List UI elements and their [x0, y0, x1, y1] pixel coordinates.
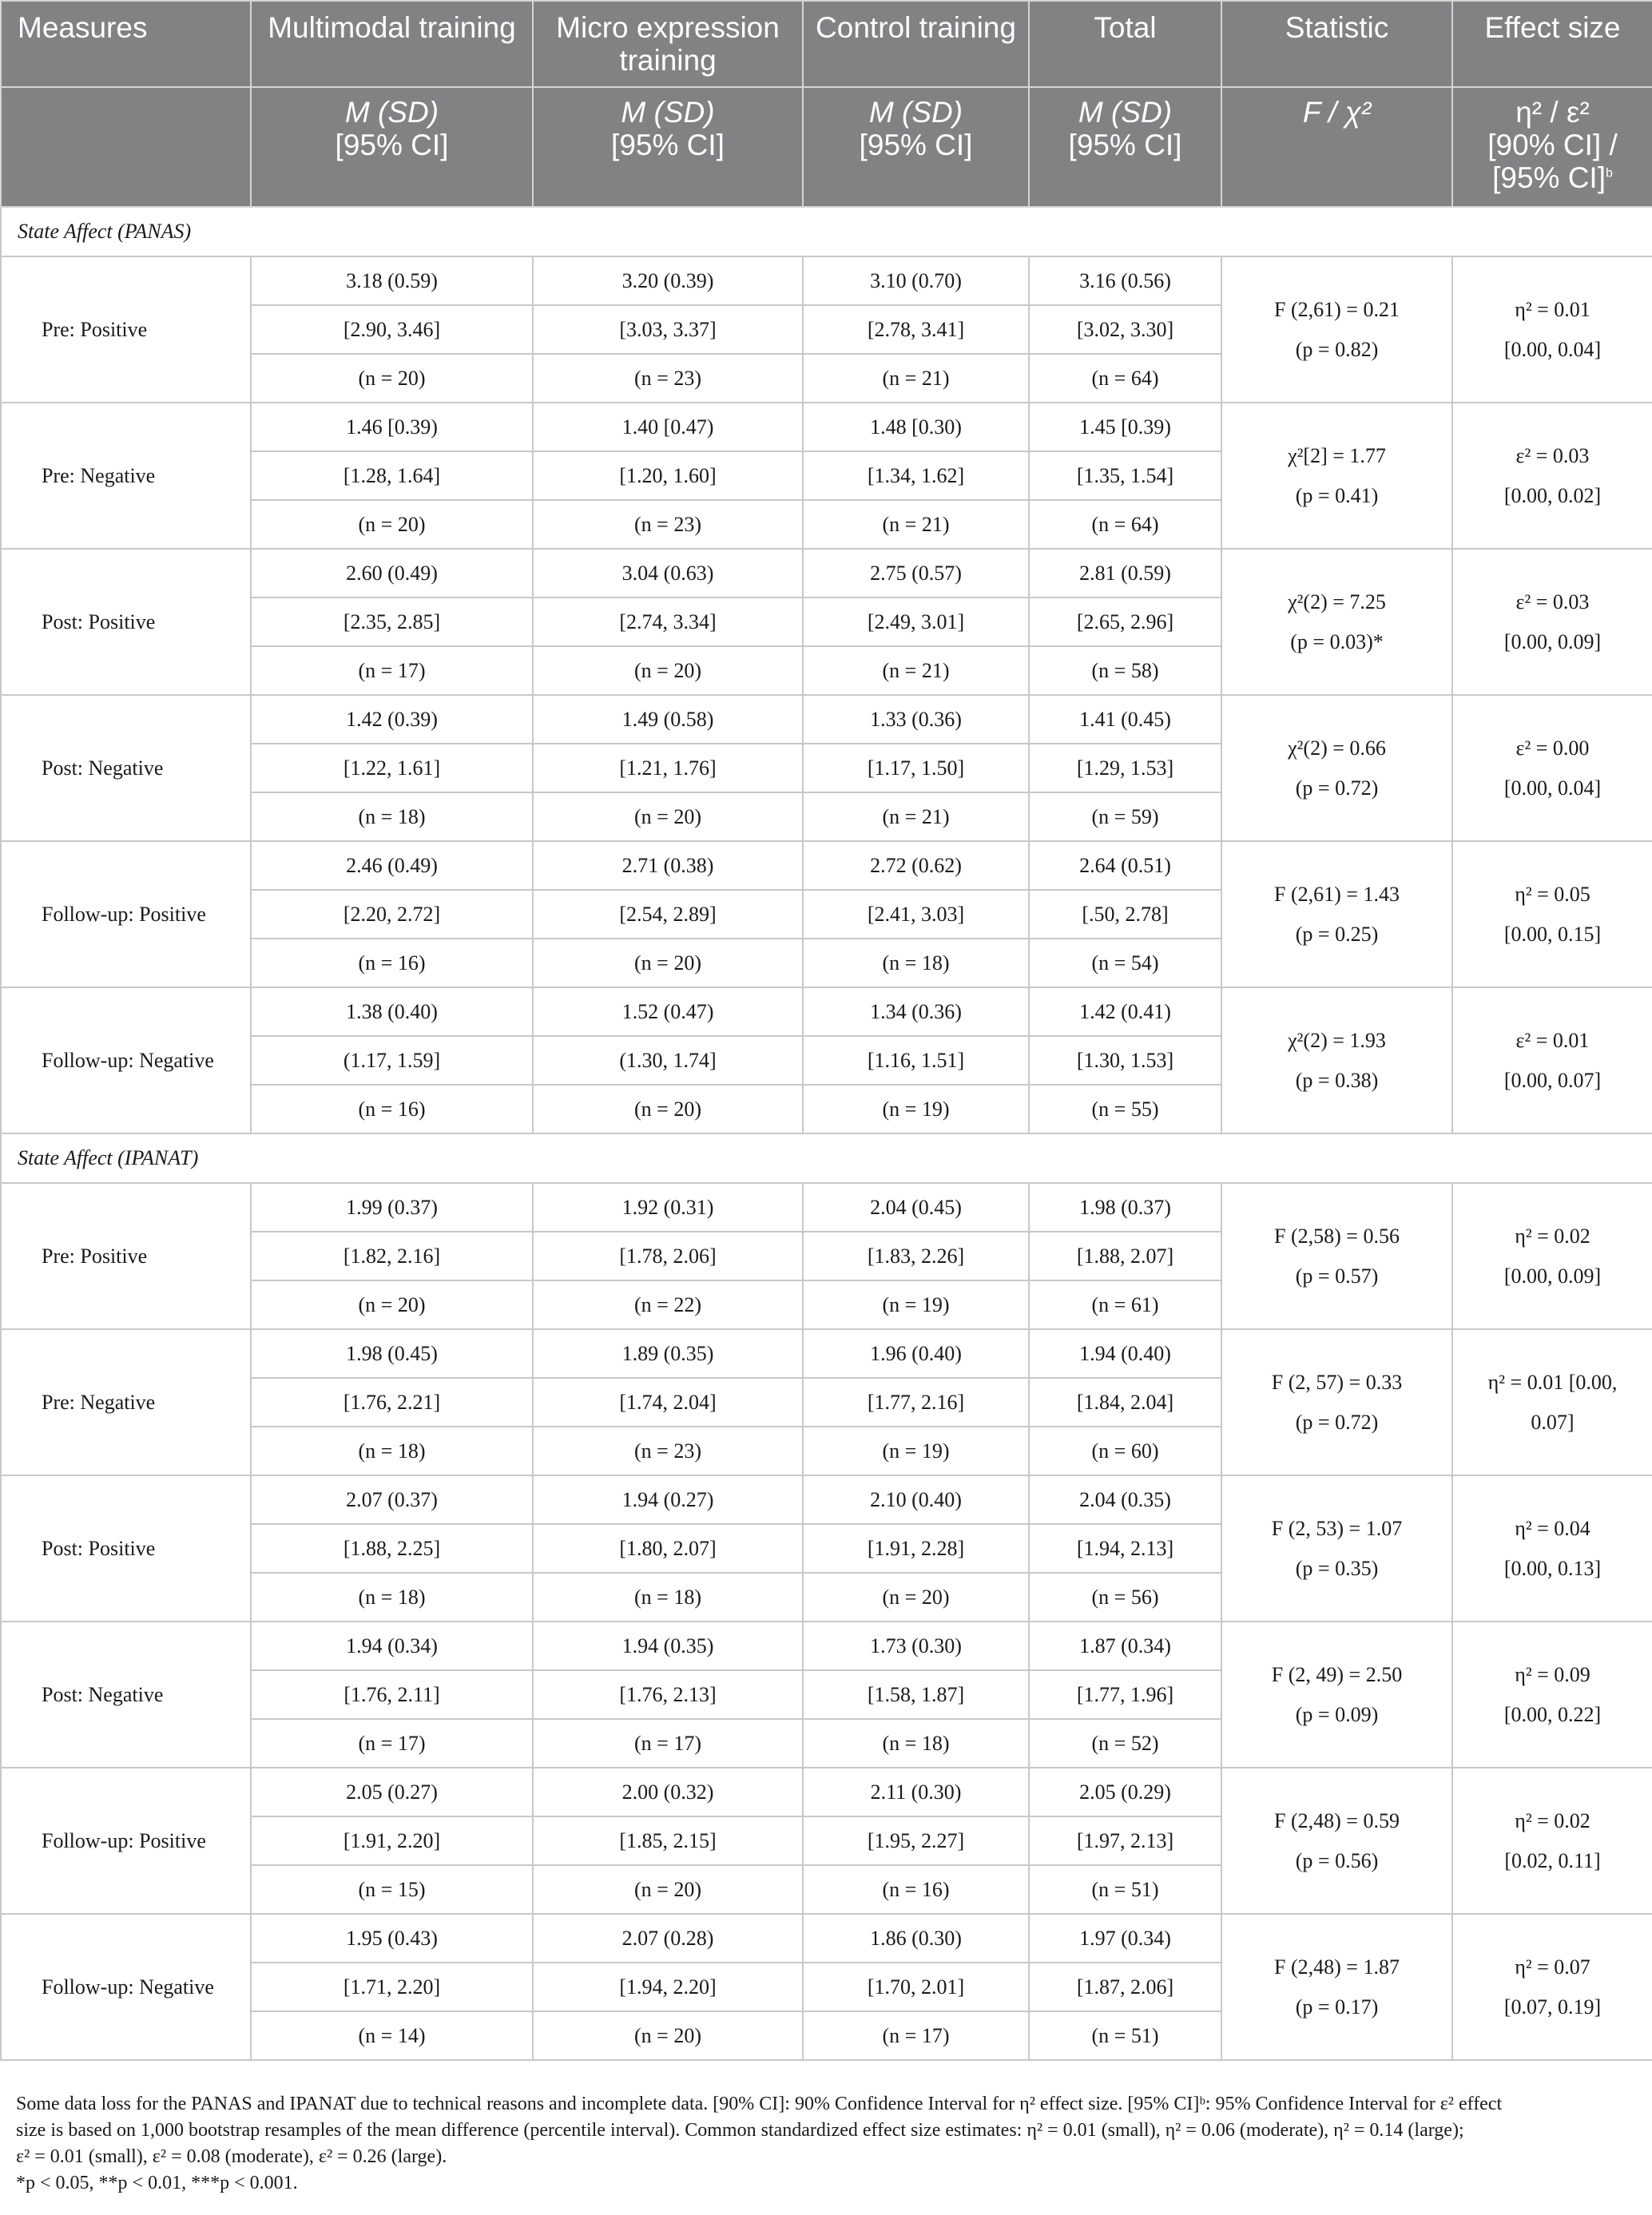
value-cell: (n = 23)	[533, 1427, 803, 1475]
value-cell: [1.88, 2.25]	[251, 1524, 533, 1573]
value-cell: 2.05 (0.29)	[1029, 1768, 1221, 1816]
value-cell: [1.76, 2.13]	[533, 1670, 803, 1719]
value-cell: [1.85, 2.15]	[533, 1816, 803, 1865]
value-cell: [1.71, 2.20]	[251, 1963, 533, 2011]
value-cell: [3.03, 3.37]	[533, 305, 803, 354]
value-cell: [1.70, 2.01]	[803, 1963, 1029, 2011]
value-cell: [1.78, 2.06]	[533, 1232, 803, 1280]
statistic-p-value: (p = 0.09)	[1295, 1702, 1379, 1726]
value-cell: (n = 18)	[251, 1427, 533, 1475]
value-cell: [2.78, 3.41]	[803, 305, 1029, 354]
section-row	[1, 207, 1652, 256]
statistic-cell	[1221, 695, 1452, 841]
header-micro-expression: Micro expression training	[533, 1, 803, 87]
effect-size-value: η² = 0.07	[1515, 1955, 1590, 1979]
statistic-cell	[1221, 256, 1452, 403]
value-cell: 1.34 (0.36)	[803, 987, 1029, 1036]
statistic-value: F (2,48) = 0.59	[1274, 1808, 1400, 1832]
effect-size-ci: [0.00, 0.07]	[1503, 1068, 1602, 1092]
value-cell: 1.73 (0.30)	[803, 1622, 1029, 1670]
value-cell: 1.42 (0.41)	[1029, 987, 1221, 1036]
table-row	[1, 1183, 1652, 1232]
header-sub-effect	[1452, 87, 1652, 207]
effect-size-cell	[1452, 695, 1652, 841]
value-cell: [1.28, 1.64]	[251, 451, 533, 500]
value-cell: [1.84, 2.04]	[1029, 1378, 1221, 1427]
statistic-value: χ²(2) = 1.93	[1288, 1028, 1386, 1052]
value-cell: (n = 64)	[1029, 354, 1221, 403]
header-statistic: Statistic	[1221, 1, 1452, 87]
effect-size-cell	[1452, 256, 1652, 403]
table-row	[1, 1622, 1652, 1670]
table-row	[1, 1914, 1652, 1963]
value-cell: (n = 19)	[803, 1280, 1029, 1329]
statistic-p-value: (p = 0.57)	[1295, 1264, 1379, 1288]
value-cell: [.50, 2.78]	[1029, 890, 1221, 939]
value-cell: 2.81 (0.59)	[1029, 549, 1221, 597]
header-multimodal: Multimodal training	[251, 1, 533, 87]
statistic-value: F (2,48) = 1.87	[1274, 1955, 1400, 1979]
value-cell: (n = 56)	[1029, 1573, 1221, 1622]
effect-size-ci: [0.00, 0.15]	[1503, 922, 1602, 946]
value-cell: (1.17, 1.59]	[251, 1036, 533, 1085]
header-measures: Measures	[1, 1, 251, 87]
value-cell: (1.30, 1.74]	[533, 1036, 803, 1085]
value-cell: (n = 23)	[533, 500, 803, 549]
effect-size-cell	[1452, 841, 1652, 987]
value-cell: 1.33 (0.36)	[803, 695, 1029, 744]
value-cell: [2.20, 2.72]	[251, 890, 533, 939]
measure-label: Pre: Positive	[1, 1183, 251, 1329]
value-cell: 1.45 [0.39)	[1029, 403, 1221, 451]
effect-sub-line3: [95% CI]	[1492, 161, 1606, 194]
value-cell: (n = 23)	[533, 354, 803, 403]
value-cell: [1.58, 1.87]	[803, 1670, 1029, 1719]
effect-size-ci: [0.07, 0.19]	[1503, 1995, 1602, 2019]
value-cell: (n = 21)	[803, 354, 1029, 403]
value-cell: 1.87 (0.34)	[1029, 1622, 1221, 1670]
effect-size-ci: [0.02, 0.11]	[1504, 1848, 1601, 1872]
effect-size-ci: [0.00, 0.04]	[1503, 337, 1602, 361]
value-cell: 1.46 [0.39)	[251, 403, 533, 451]
value-cell: (n = 21)	[803, 500, 1029, 549]
value-cell: 2.72 (0.62)	[803, 841, 1029, 890]
measure-label: Pre: Negative	[1, 403, 251, 549]
value-cell: (n = 20)	[533, 1085, 803, 1133]
value-cell: (n = 20)	[533, 646, 803, 695]
value-cell: (n = 54)	[1029, 939, 1221, 987]
value-cell: [1.80, 2.07]	[533, 1524, 803, 1573]
value-cell: (n = 16)	[803, 1865, 1029, 1914]
value-cell: (n = 19)	[803, 1427, 1029, 1475]
value-cell: (n = 15)	[251, 1865, 533, 1914]
value-cell: 2.05 (0.27)	[251, 1768, 533, 1816]
value-cell: 1.52 (0.47)	[533, 987, 803, 1036]
effect-size-value: ε² = 0.00	[1515, 736, 1590, 760]
value-cell: [1.82, 2.16]	[251, 1232, 533, 1280]
section-title: State Affect (IPANAT)	[1, 1133, 1652, 1183]
value-cell: 1.96 (0.40)	[803, 1329, 1029, 1378]
value-cell: 1.94 (0.27)	[533, 1475, 803, 1524]
msd-label: M (SD)	[621, 96, 715, 129]
value-cell: 1.89 (0.35)	[533, 1329, 803, 1378]
effect-size-ci: [0.00, 0.09]	[1503, 1264, 1602, 1288]
table-header	[1, 1, 1652, 207]
statistic-cell	[1221, 1329, 1452, 1475]
value-cell: 2.10 (0.40)	[803, 1475, 1029, 1524]
statistic-value: χ²(2) = 0.66	[1288, 736, 1386, 760]
measure-label: Post: Positive	[1, 1475, 251, 1622]
value-cell: (n = 18)	[803, 939, 1029, 987]
value-cell: (n = 17)	[533, 1719, 803, 1768]
value-cell: (n = 16)	[251, 939, 533, 987]
measure-label: Post: Negative	[1, 695, 251, 841]
table-row	[1, 1329, 1652, 1378]
header-sub-multimodal	[251, 87, 533, 207]
note-line-1: Some data loss for the PANAS and IPANAT due to technical reasons and incomplete data. [90% CI]: 90% Confidence Interval for η² effect size. [95% CI]ᵇ: 95% Confidence Interval for ε² effect	[16, 2094, 1503, 2114]
value-cell: 2.11 (0.30)	[803, 1768, 1029, 1816]
value-cell: [1.87, 2.06]	[1029, 1963, 1221, 2011]
effect-size-cell	[1452, 403, 1652, 549]
value-cell: 2.46 (0.49)	[251, 841, 533, 890]
value-cell: [2.54, 2.89]	[533, 890, 803, 939]
statistic-cell	[1221, 1183, 1452, 1329]
value-cell: [2.65, 2.96]	[1029, 597, 1221, 646]
value-cell: (n = 61)	[1029, 1280, 1221, 1329]
header-sub-total	[1029, 87, 1221, 207]
measure-label: Follow-up: Positive	[1, 841, 251, 987]
value-cell: 3.20 (0.39)	[533, 256, 803, 305]
value-cell: [2.49, 3.01]	[803, 597, 1029, 646]
value-cell: 2.04 (0.45)	[803, 1183, 1029, 1232]
statistic-cell	[1221, 1622, 1452, 1768]
value-cell: (n = 60)	[1029, 1427, 1221, 1475]
statistic-p-value: (p = 0.03)*	[1290, 629, 1384, 653]
value-cell: 1.94 (0.40)	[1029, 1329, 1221, 1378]
table-row	[1, 841, 1652, 890]
value-cell: [1.77, 2.16]	[803, 1378, 1029, 1427]
table-row	[1, 1768, 1652, 1816]
value-cell: 1.86 (0.30)	[803, 1914, 1029, 1963]
measure-label: Follow-up: Negative	[1, 1914, 251, 2060]
value-cell: 2.64 (0.51)	[1029, 841, 1221, 890]
statistic-value: F (2,61) = 0.21	[1274, 297, 1400, 321]
statistic-cell	[1221, 1475, 1452, 1622]
effect-size-value: η² = 0.02	[1515, 1808, 1590, 1832]
header-row-subtitles	[1, 87, 1652, 207]
measure-label: Pre: Positive	[1, 256, 251, 403]
effect-size-ci: 0.07]	[1531, 1410, 1575, 1434]
section-row	[1, 1133, 1652, 1183]
header-sub-statistic	[1221, 87, 1452, 207]
value-cell: [2.35, 2.85]	[251, 597, 533, 646]
value-cell: [1.16, 1.51]	[803, 1036, 1029, 1085]
value-cell: 1.48 [0.30)	[803, 403, 1029, 451]
value-cell: 3.10 (0.70)	[803, 256, 1029, 305]
measure-label: Follow-up: Positive	[1, 1768, 251, 1914]
value-cell: (n = 16)	[251, 1085, 533, 1133]
table-body	[1, 207, 1652, 2060]
value-cell: (n = 19)	[803, 1085, 1029, 1133]
effect-sub-sup: b	[1606, 166, 1613, 181]
statistic-value: χ²(2) = 7.25	[1288, 589, 1386, 613]
statistic-value: χ²[2] = 1.77	[1288, 443, 1386, 467]
statistic-p-value: (p = 0.72)	[1295, 1410, 1379, 1434]
statistic-p-value: (p = 0.41)	[1295, 483, 1379, 507]
effect-sub-line2: [90% CI] /	[1487, 129, 1618, 161]
value-cell: (n = 20)	[533, 2011, 803, 2060]
table-row	[1, 256, 1652, 305]
msd-label: M (SD)	[344, 96, 439, 129]
value-cell: 1.38 (0.40)	[251, 987, 533, 1036]
value-cell: 2.60 (0.49)	[251, 549, 533, 597]
value-cell: (n = 20)	[251, 1280, 533, 1329]
value-cell: (n = 64)	[1029, 500, 1221, 549]
value-cell: 1.92 (0.31)	[533, 1183, 803, 1232]
statistic-value: F (2, 57) = 0.33	[1271, 1370, 1403, 1394]
table-row	[1, 695, 1652, 744]
effect-size-value: η² = 0.09	[1515, 1662, 1590, 1686]
ci-label: [95% CI]	[859, 129, 973, 161]
effect-size-value: η² = 0.01 [0.00,	[1487, 1370, 1618, 1394]
effect-size-value: ε² = 0.01	[1515, 1028, 1590, 1052]
value-cell: 2.71 (0.38)	[533, 841, 803, 890]
value-cell: [1.76, 2.11]	[251, 1670, 533, 1719]
measure-label: Post: Negative	[1, 1622, 251, 1768]
effect-size-ci: [0.00, 0.22]	[1503, 1702, 1602, 1726]
value-cell: (n = 55)	[1029, 1085, 1221, 1133]
value-cell: [1.94, 2.13]	[1029, 1524, 1221, 1573]
value-cell: (n = 51)	[1029, 1865, 1221, 1914]
value-cell: (n = 52)	[1029, 1719, 1221, 1768]
effect-size-ci: [0.00, 0.09]	[1503, 629, 1602, 653]
statistic-p-value: (p = 0.72)	[1295, 776, 1379, 800]
effect-size-value: ε² = 0.03	[1515, 443, 1590, 467]
table-notes	[16, 2091, 1646, 2197]
value-cell: [1.83, 2.26]	[803, 1232, 1029, 1280]
effect-size-value: η² = 0.05	[1515, 882, 1590, 906]
section-title: State Affect (PANAS)	[1, 207, 1652, 256]
value-cell: [1.17, 1.50]	[803, 744, 1029, 792]
value-cell: [1.95, 2.27]	[803, 1816, 1029, 1865]
value-cell: (n = 21)	[803, 792, 1029, 841]
value-cell: (n = 20)	[803, 1573, 1029, 1622]
effect-size-cell	[1452, 1622, 1652, 1768]
note-line-3: ε² = 0.01 (small), ε² = 0.08 (moderate), ε² = 0.26 (large).	[16, 2146, 447, 2167]
value-cell: 1.94 (0.35)	[533, 1622, 803, 1670]
table-row	[1, 403, 1652, 451]
value-cell: (n = 21)	[803, 646, 1029, 695]
statistic-cell	[1221, 987, 1452, 1133]
ci-label: [95% CI]	[335, 129, 449, 161]
value-cell: 1.99 (0.37)	[251, 1183, 533, 1232]
value-cell: [1.94, 2.20]	[533, 1963, 803, 2011]
value-cell: 1.41 (0.45)	[1029, 695, 1221, 744]
value-cell: (n = 20)	[533, 939, 803, 987]
statistic-p-value: (p = 0.56)	[1295, 1848, 1379, 1872]
value-cell: [1.35, 1.54]	[1029, 451, 1221, 500]
effect-size-ci: [0.00, 0.02]	[1503, 483, 1602, 507]
value-cell: (n = 58)	[1029, 646, 1221, 695]
value-cell: 1.49 (0.58)	[533, 695, 803, 744]
msd-label: M (SD)	[868, 96, 963, 129]
statistic-p-value: (p = 0.82)	[1295, 337, 1379, 361]
value-cell: (n = 14)	[251, 2011, 533, 2060]
value-cell: (n = 18)	[251, 1573, 533, 1622]
value-cell: (n = 18)	[803, 1719, 1029, 1768]
note-line-2: size is based on 1,000 bootstrap resamples of the mean difference (percentile interval). Common standardized effect size estimates: η² = 0.01 (small), η² = 0.06 (moderate), η² = 0.14 (large);	[16, 2120, 1464, 2141]
statistic-cell	[1221, 1914, 1452, 2060]
effect-size-ci: [0.00, 0.04]	[1503, 776, 1602, 800]
value-cell: [1.30, 1.53]	[1029, 1036, 1221, 1085]
value-cell: 3.04 (0.63)	[533, 549, 803, 597]
effect-size-cell	[1452, 1768, 1652, 1914]
value-cell: 2.04 (0.35)	[1029, 1475, 1221, 1524]
value-cell: 2.07 (0.28)	[533, 1914, 803, 1963]
table-row	[1, 987, 1652, 1036]
value-cell: 1.40 [0.47)	[533, 403, 803, 451]
ci-label: [95% CI]	[611, 129, 725, 161]
statistic-p-value: (p = 0.17)	[1295, 1995, 1379, 2019]
value-cell: (n = 51)	[1029, 2011, 1221, 2060]
value-cell: 1.95 (0.43)	[251, 1914, 533, 1963]
value-cell: 2.75 (0.57)	[803, 549, 1029, 597]
value-cell: [1.21, 1.76]	[533, 744, 803, 792]
statistic-value: F (2, 49) = 2.50	[1271, 1662, 1403, 1686]
value-cell: [1.22, 1.61]	[251, 744, 533, 792]
statistic-value: F (2, 53) = 1.07	[1271, 1516, 1403, 1540]
effect-size-value: ε² = 0.03	[1515, 589, 1590, 613]
statistic-p-value: (p = 0.35)	[1295, 1556, 1379, 1580]
value-cell: [1.97, 2.13]	[1029, 1816, 1221, 1865]
note-line-4: *p < 0.05, **p < 0.01, ***p < 0.001.	[16, 2173, 298, 2193]
table-row	[1, 1475, 1652, 1524]
value-cell: 1.98 (0.45)	[251, 1329, 533, 1378]
value-cell: [1.34, 1.62]	[803, 451, 1029, 500]
value-cell: (n = 20)	[533, 1865, 803, 1914]
value-cell: [1.91, 2.20]	[251, 1816, 533, 1865]
value-cell: (n = 20)	[533, 792, 803, 841]
effect-size-cell	[1452, 987, 1652, 1133]
effect-size-cell	[1452, 549, 1652, 695]
value-cell: [1.91, 2.28]	[803, 1524, 1029, 1573]
statistic-cell	[1221, 403, 1452, 549]
value-cell: [1.77, 1.96]	[1029, 1670, 1221, 1719]
effect-size-value: η² = 0.01	[1515, 297, 1590, 321]
effect-size-cell	[1452, 1475, 1652, 1622]
statistic-value: F (2,58) = 0.56	[1274, 1224, 1400, 1248]
effect-size-cell	[1452, 1183, 1652, 1329]
measure-label: Follow-up: Negative	[1, 987, 251, 1133]
effect-size-value: η² = 0.02	[1515, 1224, 1590, 1248]
header-total: Total	[1029, 1, 1221, 87]
msd-label: M (SD)	[1078, 96, 1173, 129]
ci-label: [95% CI]	[1068, 129, 1182, 161]
header-sub-micro	[533, 87, 803, 207]
value-cell: [1.88, 2.07]	[1029, 1232, 1221, 1280]
value-cell: (n = 18)	[251, 792, 533, 841]
value-cell: [1.74, 2.04]	[533, 1378, 803, 1427]
value-cell: 3.18 (0.59)	[251, 256, 533, 305]
effect-sub-line1: η² / ε²	[1515, 96, 1590, 129]
value-cell: (n = 22)	[533, 1280, 803, 1329]
effect-size-cell	[1452, 1914, 1652, 2060]
header-sub-control	[803, 87, 1029, 207]
value-cell: (n = 18)	[533, 1573, 803, 1622]
statistic-value: F (2,61) = 1.43	[1274, 882, 1400, 906]
value-cell: 1.42 (0.39)	[251, 695, 533, 744]
measure-label: Post: Positive	[1, 549, 251, 695]
effect-size-ci: [0.00, 0.13]	[1503, 1556, 1602, 1580]
value-cell: 2.00 (0.32)	[533, 1768, 803, 1816]
value-cell: 3.16 (0.56)	[1029, 256, 1221, 305]
header-row-titles	[1, 1, 1652, 87]
statistic-cell	[1221, 549, 1452, 695]
header-control: Control training	[803, 1, 1029, 87]
value-cell: 1.94 (0.34)	[251, 1622, 533, 1670]
value-cell: 2.07 (0.37)	[251, 1475, 533, 1524]
value-cell: 1.98 (0.37)	[1029, 1183, 1221, 1232]
value-cell: [2.74, 3.34]	[533, 597, 803, 646]
statistic-sub-label: F / χ²	[1302, 96, 1372, 129]
effect-size-cell	[1452, 1329, 1652, 1475]
header-effect-size: Effect size	[1452, 1, 1652, 87]
statistic-cell	[1221, 1768, 1452, 1914]
measure-label: Pre: Negative	[1, 1329, 251, 1475]
value-cell: [1.29, 1.53]	[1029, 744, 1221, 792]
value-cell: [2.41, 3.03]	[803, 890, 1029, 939]
value-cell: (n = 17)	[251, 1719, 533, 1768]
value-cell: (n = 17)	[803, 2011, 1029, 2060]
statistic-cell	[1221, 841, 1452, 987]
value-cell: (n = 20)	[251, 500, 533, 549]
table-row	[1, 549, 1652, 597]
effect-size-value: η² = 0.04	[1515, 1516, 1590, 1540]
value-cell: [1.76, 2.21]	[251, 1378, 533, 1427]
header-sub-empty	[1, 87, 251, 207]
value-cell: [3.02, 3.30]	[1029, 305, 1221, 354]
statistic-p-value: (p = 0.38)	[1295, 1068, 1379, 1092]
value-cell: (n = 59)	[1029, 792, 1221, 841]
value-cell: [1.20, 1.60]	[533, 451, 803, 500]
value-cell: 1.97 (0.34)	[1029, 1914, 1221, 1963]
value-cell: (n = 17)	[251, 646, 533, 695]
value-cell: (n = 20)	[251, 354, 533, 403]
statistic-p-value: (p = 0.25)	[1295, 922, 1379, 946]
value-cell: [2.90, 3.46]	[251, 305, 533, 354]
